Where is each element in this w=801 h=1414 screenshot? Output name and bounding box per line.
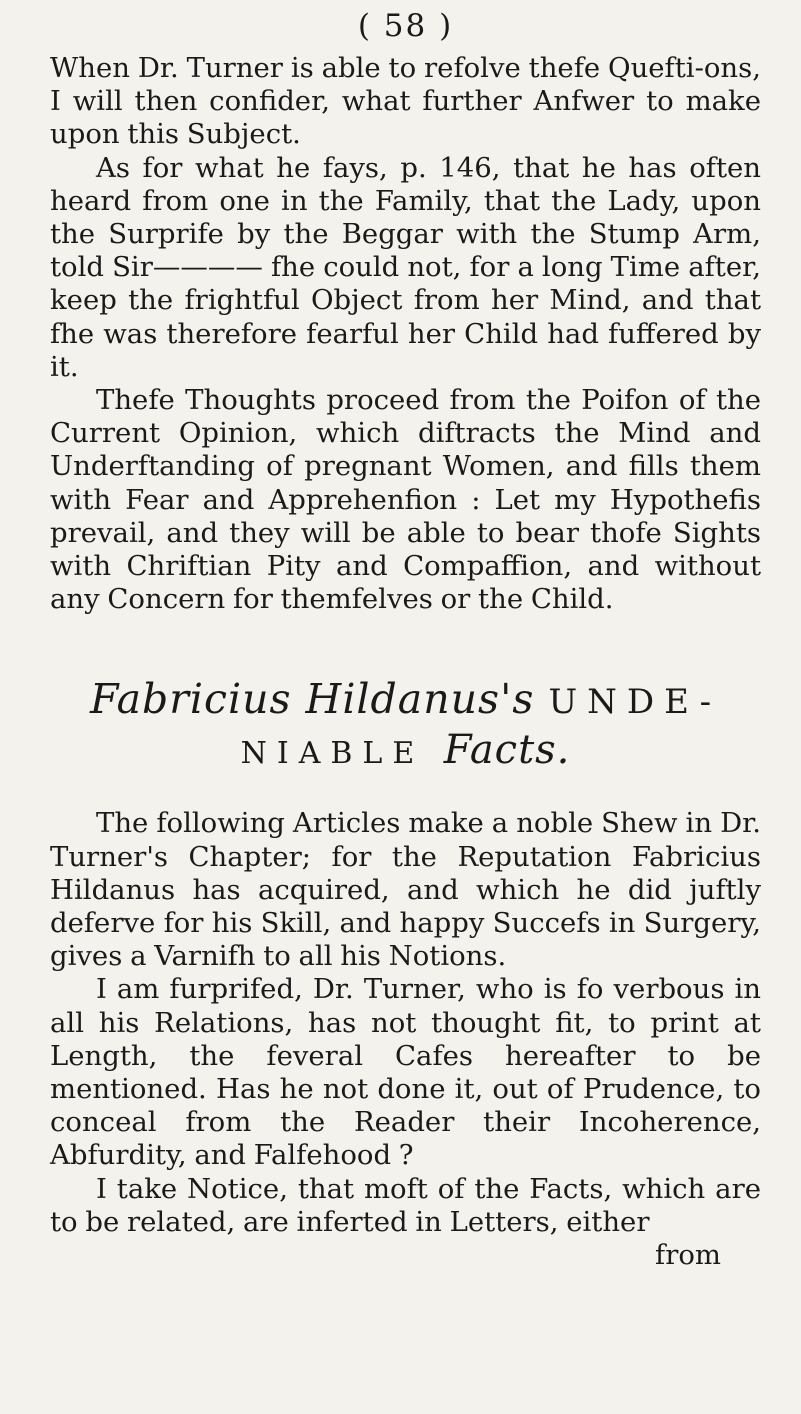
section-heading <box>50 674 761 727</box>
section-heading-caps: UNDE- <box>548 682 722 723</box>
section-heading-italic: Fabricius Hildanus's <box>89 675 535 724</box>
section-subheading-italic: Facts. <box>443 727 571 774</box>
catchword: from <box>655 1239 721 1272</box>
section-paragraph-2: I am furprifed, Dr. Turner, who is fo verbous in all his Relations, has not thought fit, to print at Length, the feveral Cafes hereafter to be mentioned. Has he not done it, out of Prudence, to conceal from the Reader their Incoherence, Abfurdity, and Falfehood ? <box>50 973 761 1172</box>
paragraph-1: When Dr. Turner is able to refolve thefe Quefti-ons, I will then confider, what further Anfwer to make upon this Subject. <box>50 52 761 151</box>
section-paragraph-1: The following Articles make a noble Shew in Dr. Turner's Chapter; for the Reputation Fabricius Hildanus has acquired, and which he did juftly deferve for his Skill, and happy Succefs in Surgery, gives a Varnifh to all his Notions. <box>50 807 761 973</box>
page-number: ( 58 ) <box>357 8 454 44</box>
paragraph-2: As for what he fays, p. 146, that he has often heard from one in the Family, that the Lady, upon the Surprife by the Beggar with the Stump Arm, told Sir———— fhe could not, for a long Time after, keep the frightful Object from her Mind, and that fhe was therefore fearful her Child had fuffered by it. <box>50 151 761 383</box>
section-paragraph-3: I take Notice, that moft of the Facts, which are to be related, are inferted in Letters, either <box>50 1172 761 1238</box>
section-subheading-caps: NIABLE <box>240 736 425 772</box>
section-subheading <box>50 727 761 777</box>
paragraph-3: Thefe Thoughts proceed from the Poifon of the Current Opinion, which diftracts the Mind and Underftanding of pregnant Women, and fills them with Fear and Apprehenfion : Let my Hypothefis prevail, and they will be able to bear thofe Sights with Chriftian Pity and Compaffion, and without any Concern for themfelves or the Child. <box>50 384 761 616</box>
